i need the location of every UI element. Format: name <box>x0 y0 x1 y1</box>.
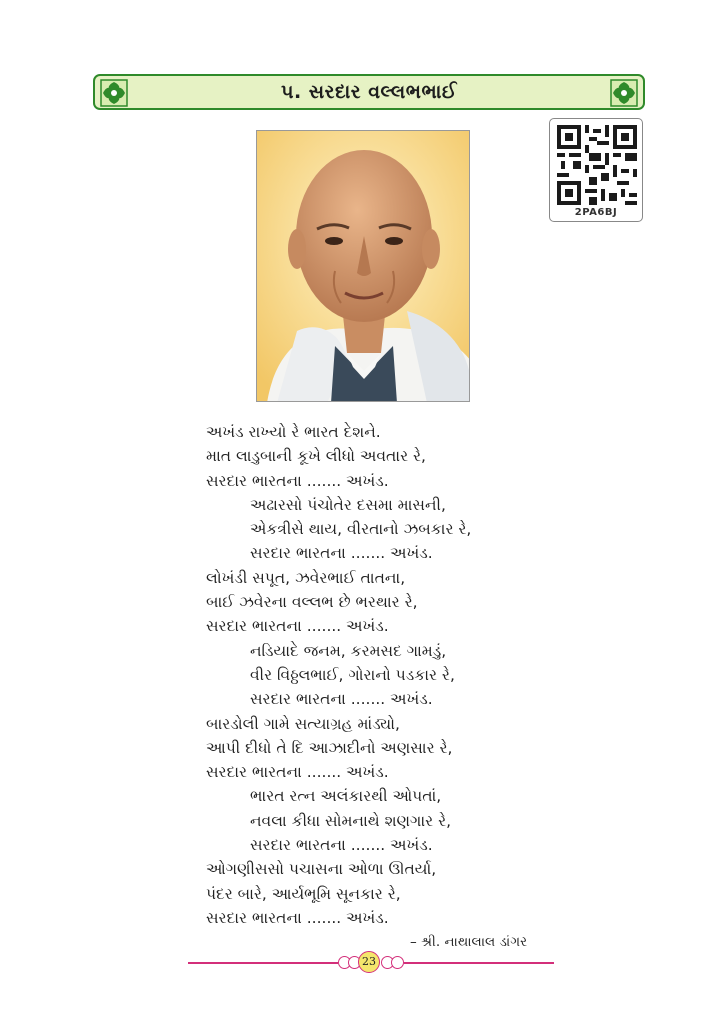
poem-line: સરદાર ભારતના ....... અખંડ. <box>206 908 389 927</box>
qr-code-label: 2PA6BJ <box>574 207 618 218</box>
portrait-image <box>256 130 470 402</box>
footer-ornament-icon <box>391 956 404 969</box>
page-number: 23 <box>358 951 380 973</box>
qr-code[interactable] <box>549 118 643 222</box>
sardar-patel-portrait-icon <box>257 131 470 402</box>
poem-line: માત લાડુબાની કૂખે લીધો અવતાર રે, <box>206 447 426 466</box>
poem-line: સરદાર ભારતના ....... અખંડ. <box>250 544 433 563</box>
poem-line: ભારત રત્ન અલંકારથી ઓપતાં, <box>250 787 442 806</box>
footer-divider <box>188 962 338 964</box>
poem-line: સરદાર ભારતના ....... અખંડ. <box>206 617 389 636</box>
poem-line: સરદાર ભારતના ....... અખંડ. <box>250 836 433 855</box>
poem-line: પંદર બારે, આર્યભૂમિ સૂનકાર રે, <box>206 884 401 903</box>
title-banner <box>93 74 645 110</box>
footer-divider <box>404 962 554 964</box>
qr-code-icon <box>557 125 637 205</box>
poem-line: સરદાર ભારતના ....... અખંડ. <box>206 763 389 782</box>
poem-line: નડિયાદે જનમ, કરમસદ ગામડું, <box>250 641 447 660</box>
poem-line: બાઈ ઝવેરના વલ્લભ છે ભરથાર રે, <box>206 593 418 612</box>
poem-line: અખંડ રાખ્યો રે ભારત દેશને. <box>206 423 381 441</box>
poem <box>206 420 606 930</box>
poem-line: ઓગણીસસો પચાસના ઓળા ઊતર્યા, <box>206 860 437 879</box>
page-title: ૫. સરદાર વલ્લભભાઈ <box>280 81 458 103</box>
poem-line: અઢારસો પંચોતેર દસમા માસની, <box>250 495 446 514</box>
poem-line: એકત્રીસે થાય, વીરતાનો ઝબકાર રે, <box>250 520 472 539</box>
poem-line: લોખંડી સપૂત, ઝવેરભાઈ તાતના, <box>206 568 406 587</box>
poem-line: વીર વિઠ્ઠલભાઈ, ગોરાનો પડકાર રે, <box>250 665 455 684</box>
poem-line: સરદાર ભારતના ....... અખંડ. <box>250 690 433 709</box>
poem-author: – શ્રી. નાથાલાલ ડાંગર <box>410 934 528 950</box>
poem-line: સરદાર ભારતના ....... અખંડ. <box>206 471 389 490</box>
poem-line: આપી દીધો તે દિ આઝાદીનો અણસાર રે, <box>206 738 453 757</box>
poem-line: નવલા કીધા સોમનાથે શણગાર રે, <box>250 811 452 830</box>
poem-line: બારડોલી ગામે સત્યાગ્રહ માંડ્યો, <box>206 714 400 733</box>
ornament-icon <box>610 79 638 107</box>
